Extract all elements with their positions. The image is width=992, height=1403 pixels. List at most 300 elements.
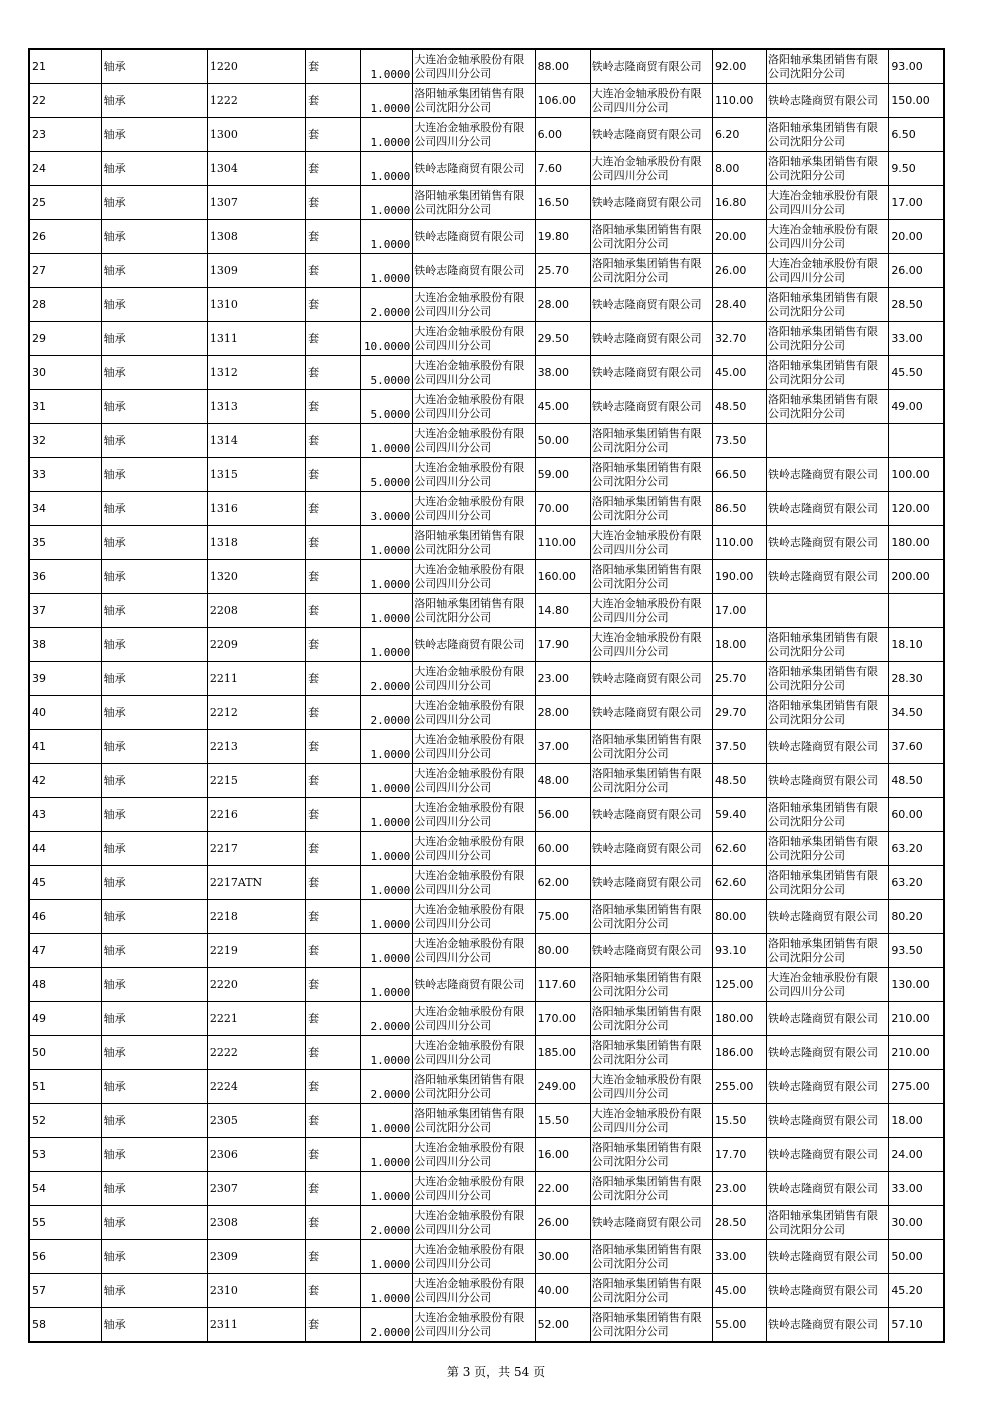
page-footer: 第 3 页，共 54 页 <box>446 1365 546 1379</box>
price-2-cell: 59.40 <box>712 798 766 832</box>
table-row <box>29 832 944 866</box>
price-3-cell <box>889 594 944 628</box>
quantity-cell: 2.0000 <box>361 696 413 730</box>
unit-cell: 套 <box>306 594 361 628</box>
price-2-cell: 186.00 <box>712 1036 766 1070</box>
unit-cell: 套 <box>306 1036 361 1070</box>
price-1-cell: 19.80 <box>535 220 590 254</box>
table-row <box>29 49 944 84</box>
price-1-cell: 50.00 <box>535 424 590 458</box>
price-3-cell: 30.00 <box>889 1206 944 1240</box>
item-name-cell: 轴承 <box>101 220 207 254</box>
supplier-3-cell: 洛阳轴承集团销售有限公司沈阳分公司 <box>767 322 889 356</box>
supplier-2-cell: 铁岭志隆商贸有限公司 <box>590 934 712 968</box>
price-1-cell: 48.00 <box>535 764 590 798</box>
item-name-cell: 轴承 <box>101 1070 207 1104</box>
price-1-cell: 249.00 <box>535 1070 590 1104</box>
item-name-cell: 轴承 <box>101 1206 207 1240</box>
supplier-2-cell: 洛阳轴承集团销售有限公司沈阳分公司 <box>590 1274 712 1308</box>
price-1-cell: 106.00 <box>535 84 590 118</box>
unit-cell: 套 <box>306 560 361 594</box>
supplier-1-cell: 大连冶金轴承股份有限公司四川分公司 <box>413 492 535 526</box>
item-name-cell: 轴承 <box>101 254 207 288</box>
table-row <box>29 84 944 118</box>
model-number-cell: 2213 <box>207 730 305 764</box>
row-number-cell: 34 <box>29 492 101 526</box>
row-number-cell: 22 <box>29 84 101 118</box>
supplier-1-cell: 洛阳轴承集团销售有限公司沈阳分公司 <box>413 526 535 560</box>
quantity-cell: 1.0000 <box>361 254 413 288</box>
price-1-cell: 28.00 <box>535 696 590 730</box>
row-number-cell: 30 <box>29 356 101 390</box>
item-name-cell: 轴承 <box>101 84 207 118</box>
price-2-cell: 48.50 <box>712 390 766 424</box>
price-3-cell: 63.20 <box>889 832 944 866</box>
supplier-1-cell: 铁岭志隆商贸有限公司 <box>413 628 535 662</box>
supplier-3-cell: 大连冶金轴承股份有限公司四川分公司 <box>767 968 889 1002</box>
price-1-cell: 88.00 <box>535 49 590 84</box>
model-number-cell: 2308 <box>207 1206 305 1240</box>
item-name-cell: 轴承 <box>101 492 207 526</box>
supplier-3-cell: 铁岭志隆商贸有限公司 <box>767 1104 889 1138</box>
quantity-cell: 1.0000 <box>361 560 413 594</box>
table-row <box>29 798 944 832</box>
price-3-cell: 24.00 <box>889 1138 944 1172</box>
model-number-cell: 2307 <box>207 1172 305 1206</box>
quantity-cell: 1.0000 <box>361 730 413 764</box>
supplier-3-cell: 大连冶金轴承股份有限公司四川分公司 <box>767 220 889 254</box>
price-2-cell: 73.50 <box>712 424 766 458</box>
supplier-1-cell: 大连冶金轴承股份有限公司四川分公司 <box>413 560 535 594</box>
price-2-cell: 6.20 <box>712 118 766 152</box>
quantity-cell: 1.0000 <box>361 49 413 84</box>
price-2-cell: 45.00 <box>712 356 766 390</box>
supplier-1-cell: 铁岭志隆商贸有限公司 <box>413 254 535 288</box>
price-2-cell: 32.70 <box>712 322 766 356</box>
price-2-cell: 125.00 <box>712 968 766 1002</box>
supplier-2-cell: 洛阳轴承集团销售有限公司沈阳分公司 <box>590 560 712 594</box>
price-2-cell: 37.50 <box>712 730 766 764</box>
price-3-cell: 200.00 <box>889 560 944 594</box>
price-3-cell: 37.60 <box>889 730 944 764</box>
price-3-cell: 6.50 <box>889 118 944 152</box>
unit-cell: 套 <box>306 1274 361 1308</box>
unit-cell: 套 <box>306 492 361 526</box>
price-1-cell: 40.00 <box>535 1274 590 1308</box>
price-3-cell: 100.00 <box>889 458 944 492</box>
table-row <box>29 458 944 492</box>
row-number-cell: 28 <box>29 288 101 322</box>
supplier-1-cell: 大连冶金轴承股份有限公司四川分公司 <box>413 764 535 798</box>
item-name-cell: 轴承 <box>101 322 207 356</box>
row-number-cell: 35 <box>29 526 101 560</box>
supplier-1-cell: 铁岭志隆商贸有限公司 <box>413 968 535 1002</box>
supplier-2-cell: 洛阳轴承集团销售有限公司沈阳分公司 <box>590 220 712 254</box>
price-2-cell: 180.00 <box>712 1002 766 1036</box>
price-3-cell: 50.00 <box>889 1240 944 1274</box>
quantity-cell: 1.0000 <box>361 798 413 832</box>
row-number-cell: 43 <box>29 798 101 832</box>
model-number-cell: 2222 <box>207 1036 305 1070</box>
supplier-3-cell: 洛阳轴承集团销售有限公司沈阳分公司 <box>767 662 889 696</box>
model-number-cell: 2216 <box>207 798 305 832</box>
supplier-3-cell: 铁岭志隆商贸有限公司 <box>767 492 889 526</box>
model-number-cell: 1304 <box>207 152 305 186</box>
price-2-cell: 26.00 <box>712 254 766 288</box>
supplier-2-cell: 大连冶金轴承股份有限公司四川分公司 <box>590 152 712 186</box>
supplier-3-cell: 铁岭志隆商贸有限公司 <box>767 1036 889 1070</box>
quantity-cell: 1.0000 <box>361 1274 413 1308</box>
supplier-1-cell: 大连冶金轴承股份有限公司四川分公司 <box>413 1274 535 1308</box>
price-1-cell: 17.90 <box>535 628 590 662</box>
item-name-cell: 轴承 <box>101 118 207 152</box>
price-3-cell: 48.50 <box>889 764 944 798</box>
supplier-1-cell: 大连冶金轴承股份有限公司四川分公司 <box>413 1206 535 1240</box>
table-row <box>29 526 944 560</box>
price-1-cell: 117.60 <box>535 968 590 1002</box>
table-row <box>29 662 944 696</box>
quantity-cell: 1.0000 <box>361 424 413 458</box>
price-2-cell: 20.00 <box>712 220 766 254</box>
quantity-cell: 1.0000 <box>361 1036 413 1070</box>
row-number-cell: 26 <box>29 220 101 254</box>
item-name-cell: 轴承 <box>101 1308 207 1343</box>
row-number-cell: 53 <box>29 1138 101 1172</box>
model-number-cell: 1308 <box>207 220 305 254</box>
model-number-cell: 2212 <box>207 696 305 730</box>
supplier-1-cell: 大连冶金轴承股份有限公司四川分公司 <box>413 424 535 458</box>
supplier-2-cell: 洛阳轴承集团销售有限公司沈阳分公司 <box>590 254 712 288</box>
row-number-cell: 21 <box>29 49 101 84</box>
supplier-3-cell: 洛阳轴承集团销售有限公司沈阳分公司 <box>767 798 889 832</box>
row-number-cell: 23 <box>29 118 101 152</box>
unit-cell: 套 <box>306 220 361 254</box>
table-row <box>29 934 944 968</box>
supplier-2-cell: 洛阳轴承集团销售有限公司沈阳分公司 <box>590 1240 712 1274</box>
quantity-cell: 2.0000 <box>361 1002 413 1036</box>
price-2-cell: 25.70 <box>712 662 766 696</box>
supplier-1-cell: 大连冶金轴承股份有限公司四川分公司 <box>413 49 535 84</box>
supplier-1-cell: 铁岭志隆商贸有限公司 <box>413 220 535 254</box>
row-number-cell: 40 <box>29 696 101 730</box>
table-row <box>29 390 944 424</box>
supplier-2-cell: 铁岭志隆商贸有限公司 <box>590 832 712 866</box>
price-2-cell: 190.00 <box>712 560 766 594</box>
price-2-cell: 45.00 <box>712 1274 766 1308</box>
model-number-cell: 1315 <box>207 458 305 492</box>
supplier-3-cell: 铁岭志隆商贸有限公司 <box>767 764 889 798</box>
price-2-cell: 66.50 <box>712 458 766 492</box>
row-number-cell: 49 <box>29 1002 101 1036</box>
model-number-cell: 1312 <box>207 356 305 390</box>
price-1-cell: 52.00 <box>535 1308 590 1343</box>
supplier-2-cell: 铁岭志隆商贸有限公司 <box>590 288 712 322</box>
price-1-cell: 56.00 <box>535 798 590 832</box>
item-name-cell: 轴承 <box>101 1104 207 1138</box>
quantity-cell: 1.0000 <box>361 866 413 900</box>
supplier-3-cell: 铁岭志隆商贸有限公司 <box>767 84 889 118</box>
supplier-3-cell: 洛阳轴承集团销售有限公司沈阳分公司 <box>767 152 889 186</box>
model-number-cell: 2309 <box>207 1240 305 1274</box>
price-2-cell: 255.00 <box>712 1070 766 1104</box>
table-row <box>29 696 944 730</box>
table-row <box>29 1274 944 1308</box>
price-1-cell: 70.00 <box>535 492 590 526</box>
price-1-cell: 59.00 <box>535 458 590 492</box>
row-number-cell: 32 <box>29 424 101 458</box>
unit-cell: 套 <box>306 288 361 322</box>
table-row <box>29 220 944 254</box>
supplier-1-cell: 大连冶金轴承股份有限公司四川分公司 <box>413 934 535 968</box>
quantity-cell: 1.0000 <box>361 118 413 152</box>
supplier-3-cell: 铁岭志隆商贸有限公司 <box>767 1240 889 1274</box>
row-number-cell: 58 <box>29 1308 101 1343</box>
supplier-1-cell: 大连冶金轴承股份有限公司四川分公司 <box>413 390 535 424</box>
item-name-cell: 轴承 <box>101 1172 207 1206</box>
supplier-3-cell: 洛阳轴承集团销售有限公司沈阳分公司 <box>767 118 889 152</box>
unit-cell: 套 <box>306 118 361 152</box>
row-number-cell: 50 <box>29 1036 101 1070</box>
row-number-cell: 48 <box>29 968 101 1002</box>
price-1-cell: 80.00 <box>535 934 590 968</box>
model-number-cell: 2220 <box>207 968 305 1002</box>
model-number-cell: 2311 <box>207 1308 305 1343</box>
price-2-cell: 62.60 <box>712 866 766 900</box>
row-number-cell: 51 <box>29 1070 101 1104</box>
supplier-2-cell: 大连冶金轴承股份有限公司四川分公司 <box>590 594 712 628</box>
unit-cell: 套 <box>306 424 361 458</box>
price-2-cell: 86.50 <box>712 492 766 526</box>
price-3-cell: 28.30 <box>889 662 944 696</box>
unit-cell: 套 <box>306 84 361 118</box>
table-row <box>29 152 944 186</box>
table-row <box>29 628 944 662</box>
quantity-cell: 1.0000 <box>361 220 413 254</box>
table-row <box>29 322 944 356</box>
model-number-cell: 2310 <box>207 1274 305 1308</box>
supplier-2-cell: 铁岭志隆商贸有限公司 <box>590 696 712 730</box>
unit-cell: 套 <box>306 1070 361 1104</box>
table-body <box>29 49 944 1342</box>
model-number-cell: 2305 <box>207 1104 305 1138</box>
price-1-cell: 110.00 <box>535 526 590 560</box>
item-name-cell: 轴承 <box>101 1002 207 1036</box>
unit-cell: 套 <box>306 628 361 662</box>
price-1-cell: 75.00 <box>535 900 590 934</box>
supplier-3-cell: 铁岭志隆商贸有限公司 <box>767 1002 889 1036</box>
row-number-cell: 46 <box>29 900 101 934</box>
model-number-cell: 2224 <box>207 1070 305 1104</box>
model-number-cell: 1314 <box>207 424 305 458</box>
price-1-cell: 16.00 <box>535 1138 590 1172</box>
quantity-cell: 3.0000 <box>361 492 413 526</box>
table-row <box>29 594 944 628</box>
price-3-cell: 130.00 <box>889 968 944 1002</box>
model-number-cell: 2219 <box>207 934 305 968</box>
supplier-3-cell: 洛阳轴承集团销售有限公司沈阳分公司 <box>767 390 889 424</box>
price-1-cell: 7.60 <box>535 152 590 186</box>
price-3-cell: 17.00 <box>889 186 944 220</box>
quantity-cell: 1.0000 <box>361 628 413 662</box>
supplier-2-cell: 洛阳轴承集团销售有限公司沈阳分公司 <box>590 1308 712 1343</box>
price-2-cell: 17.00 <box>712 594 766 628</box>
supplier-3-cell <box>767 594 889 628</box>
item-name-cell: 轴承 <box>101 356 207 390</box>
supplier-2-cell: 洛阳轴承集团销售有限公司沈阳分公司 <box>590 492 712 526</box>
price-2-cell: 28.50 <box>712 1206 766 1240</box>
supplier-3-cell: 铁岭志隆商贸有限公司 <box>767 1172 889 1206</box>
table-row <box>29 1240 944 1274</box>
price-2-cell: 62.60 <box>712 832 766 866</box>
supplier-2-cell: 大连冶金轴承股份有限公司四川分公司 <box>590 1104 712 1138</box>
price-1-cell: 16.50 <box>535 186 590 220</box>
price-3-cell: 18.10 <box>889 628 944 662</box>
item-name-cell: 轴承 <box>101 594 207 628</box>
supplier-2-cell: 洛阳轴承集团销售有限公司沈阳分公司 <box>590 730 712 764</box>
supplier-2-cell: 铁岭志隆商贸有限公司 <box>590 186 712 220</box>
supplier-2-cell: 洛阳轴承集团销售有限公司沈阳分公司 <box>590 458 712 492</box>
supplier-1-cell: 洛阳轴承集团销售有限公司沈阳分公司 <box>413 84 535 118</box>
quantity-cell: 1.0000 <box>361 1104 413 1138</box>
quantity-cell: 10.0000 <box>361 322 413 356</box>
row-number-cell: 47 <box>29 934 101 968</box>
row-number-cell: 31 <box>29 390 101 424</box>
row-number-cell: 33 <box>29 458 101 492</box>
supplier-1-cell: 大连冶金轴承股份有限公司四川分公司 <box>413 1240 535 1274</box>
supplier-3-cell: 铁岭志隆商贸有限公司 <box>767 1308 889 1343</box>
row-number-cell: 52 <box>29 1104 101 1138</box>
price-2-cell: 55.00 <box>712 1308 766 1343</box>
item-name-cell: 轴承 <box>101 458 207 492</box>
supplier-3-cell: 洛阳轴承集团销售有限公司沈阳分公司 <box>767 934 889 968</box>
table-row <box>29 1138 944 1172</box>
supplier-2-cell: 铁岭志隆商贸有限公司 <box>590 118 712 152</box>
item-name-cell: 轴承 <box>101 1036 207 1070</box>
item-name-cell: 轴承 <box>101 866 207 900</box>
quantity-cell: 1.0000 <box>361 968 413 1002</box>
table-row <box>29 118 944 152</box>
supplier-1-cell: 大连冶金轴承股份有限公司四川分公司 <box>413 832 535 866</box>
supplier-1-cell: 大连冶金轴承股份有限公司四川分公司 <box>413 288 535 322</box>
model-number-cell: 1311 <box>207 322 305 356</box>
row-number-cell: 38 <box>29 628 101 662</box>
unit-cell: 套 <box>306 900 361 934</box>
price-3-cell: 18.00 <box>889 1104 944 1138</box>
supplier-2-cell: 大连冶金轴承股份有限公司四川分公司 <box>590 526 712 560</box>
supplier-3-cell: 铁岭志隆商贸有限公司 <box>767 458 889 492</box>
item-name-cell: 轴承 <box>101 424 207 458</box>
item-name-cell: 轴承 <box>101 662 207 696</box>
row-number-cell: 41 <box>29 730 101 764</box>
supplier-1-cell: 大连冶金轴承股份有限公司四川分公司 <box>413 900 535 934</box>
price-3-cell: 20.00 <box>889 220 944 254</box>
supplier-1-cell: 大连冶金轴承股份有限公司四川分公司 <box>413 662 535 696</box>
model-number-cell: 1309 <box>207 254 305 288</box>
supplier-3-cell: 洛阳轴承集团销售有限公司沈阳分公司 <box>767 356 889 390</box>
table-row <box>29 1070 944 1104</box>
price-3-cell <box>889 424 944 458</box>
unit-cell: 套 <box>306 1002 361 1036</box>
supplier-2-cell: 洛阳轴承集团销售有限公司沈阳分公司 <box>590 1036 712 1070</box>
supplier-2-cell: 大连冶金轴承股份有限公司四川分公司 <box>590 1070 712 1104</box>
price-2-cell: 80.00 <box>712 900 766 934</box>
item-name-cell: 轴承 <box>101 900 207 934</box>
table-row <box>29 1206 944 1240</box>
supplier-3-cell: 洛阳轴承集团销售有限公司沈阳分公司 <box>767 628 889 662</box>
model-number-cell: 1307 <box>207 186 305 220</box>
table-row <box>29 968 944 1002</box>
unit-cell: 套 <box>306 152 361 186</box>
unit-cell: 套 <box>306 49 361 84</box>
quantity-cell: 2.0000 <box>361 1206 413 1240</box>
unit-cell: 套 <box>306 458 361 492</box>
quantity-cell: 5.0000 <box>361 390 413 424</box>
model-number-cell: 2215 <box>207 764 305 798</box>
price-1-cell: 60.00 <box>535 832 590 866</box>
model-number-cell: 2218 <box>207 900 305 934</box>
table-row <box>29 1002 944 1036</box>
price-1-cell: 28.00 <box>535 288 590 322</box>
supplier-1-cell: 大连冶金轴承股份有限公司四川分公司 <box>413 798 535 832</box>
model-number-cell: 1313 <box>207 390 305 424</box>
price-3-cell: 63.20 <box>889 866 944 900</box>
supplier-3-cell: 铁岭志隆商贸有限公司 <box>767 1274 889 1308</box>
item-name-cell: 轴承 <box>101 628 207 662</box>
unit-cell: 套 <box>306 1206 361 1240</box>
table-row <box>29 424 944 458</box>
table-row <box>29 1172 944 1206</box>
table-row <box>29 492 944 526</box>
table-row <box>29 730 944 764</box>
supplier-3-cell: 洛阳轴承集团销售有限公司沈阳分公司 <box>767 49 889 84</box>
price-3-cell: 150.00 <box>889 84 944 118</box>
model-number-cell: 1310 <box>207 288 305 322</box>
table-row <box>29 356 944 390</box>
price-1-cell: 160.00 <box>535 560 590 594</box>
quantity-cell: 1.0000 <box>361 594 413 628</box>
price-2-cell: 23.00 <box>712 1172 766 1206</box>
supplier-1-cell: 大连冶金轴承股份有限公司四川分公司 <box>413 730 535 764</box>
table-row <box>29 186 944 220</box>
price-1-cell: 45.00 <box>535 390 590 424</box>
row-number-cell: 56 <box>29 1240 101 1274</box>
quote-table <box>28 48 945 1343</box>
supplier-2-cell: 洛阳轴承集团销售有限公司沈阳分公司 <box>590 1138 712 1172</box>
item-name-cell: 轴承 <box>101 526 207 560</box>
price-3-cell: 80.20 <box>889 900 944 934</box>
supplier-3-cell: 铁岭志隆商贸有限公司 <box>767 1138 889 1172</box>
supplier-2-cell: 铁岭志隆商贸有限公司 <box>590 866 712 900</box>
unit-cell: 套 <box>306 662 361 696</box>
supplier-2-cell: 洛阳轴承集团销售有限公司沈阳分公司 <box>590 764 712 798</box>
supplier-2-cell: 铁岭志隆商贸有限公司 <box>590 1206 712 1240</box>
model-number-cell: 1316 <box>207 492 305 526</box>
row-number-cell: 55 <box>29 1206 101 1240</box>
supplier-1-cell: 大连冶金轴承股份有限公司四川分公司 <box>413 356 535 390</box>
unit-cell: 套 <box>306 798 361 832</box>
unit-cell: 套 <box>306 1240 361 1274</box>
model-number-cell: 2209 <box>207 628 305 662</box>
unit-cell: 套 <box>306 186 361 220</box>
supplier-2-cell: 铁岭志隆商贸有限公司 <box>590 322 712 356</box>
supplier-1-cell: 大连冶金轴承股份有限公司四川分公司 <box>413 1002 535 1036</box>
quantity-cell: 1.0000 <box>361 186 413 220</box>
row-number-cell: 25 <box>29 186 101 220</box>
row-number-cell: 54 <box>29 1172 101 1206</box>
price-3-cell: 45.20 <box>889 1274 944 1308</box>
row-number-cell: 29 <box>29 322 101 356</box>
price-1-cell: 14.80 <box>535 594 590 628</box>
